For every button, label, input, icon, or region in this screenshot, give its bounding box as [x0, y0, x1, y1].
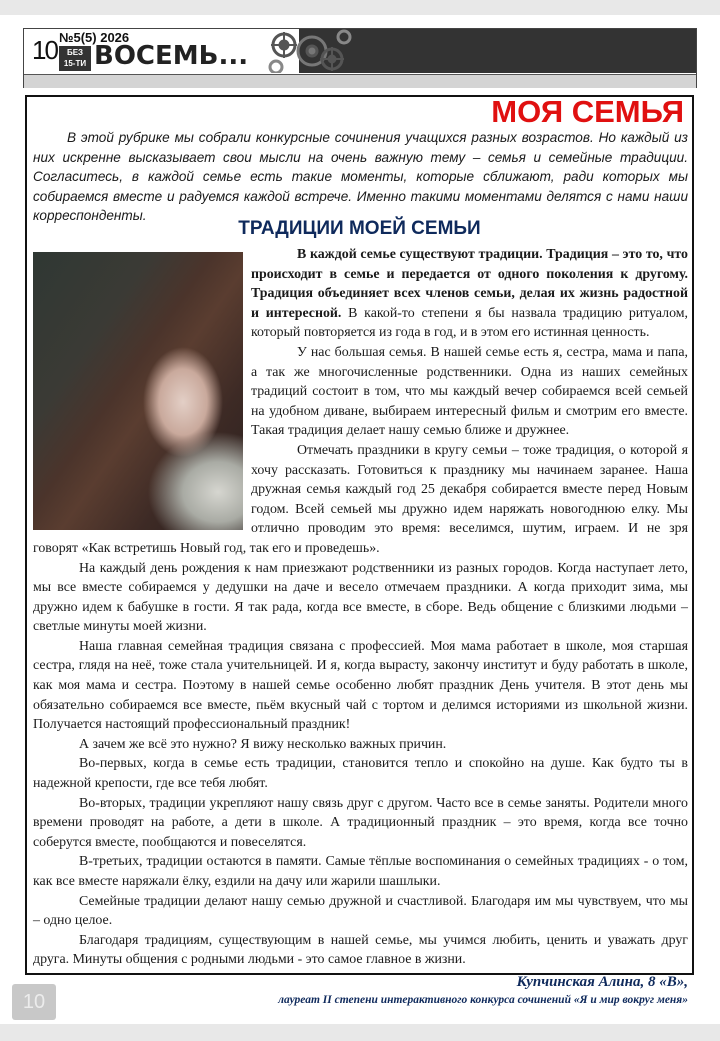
issue-number: №5(5) 2026	[59, 30, 130, 45]
paragraph: Наша главная семейная традиция связана с профессией. Моя мама работает в школе, моя старшая сестра, глядя на неё, тоже стала учительницей. И я, когда вырасту, закончу институт и буду работать в школе, как моя мама и сестра. Поэтому в нашей семье особенно любят праздник День учителя. В этот день мы обязательно собираемся все вместе, пьём вкусный чай с тортом и делимся историями из школьной жизни. Получается настоящий профессиональный праздник!	[33, 638, 688, 733]
author-award: лауреат II степени интерактивного конкурса сочинений «Я и мир вокруг меня»	[278, 993, 688, 1006]
paragraph: В-третьих, традиции остаются в памяти. Самые тёплые воспоминания о семейных традициях - о том, как все вместе наряжали ёлку, ездили на дачу или жарили шашлыки.	[33, 854, 688, 889]
lead-bold: В каждой семье существуют традиции. Традиция – это то, что происходит в семье и передается от одного поколения к другому. Традиция объединяет всех членов семьи, делая их жизнь радостной и интересной.	[251, 247, 688, 321]
paragraph: У нас большая семья. В нашей семье есть я, сестра, мама и папа, а так же многочисленные родственники. Одна из наших семейных традиций состоит в том, что мы каждый вечер собираемся всей семьей на удобном диване, выбираем интересный фильм и смотрим его вместе. Такая традиция делает нашу семью ближе и дружнее.	[251, 344, 688, 439]
paragraph: Отмечать праздники в кругу семьи – тоже традиция, о которой я хочу рассказать. Готовиться к празднику мы начинаем заранее. Наша дружная семья каждый год 25 декабря собирается вместе перед Новым годом. Всей семьей мы дружно идем наряжать новогоднюю елку. Мы отлично проводим это время: веселимся, шутим, играем. И не зря говорят «Как встретишь Новый год, так его и проведешь».	[33, 442, 688, 556]
bottom-bar	[0, 1024, 720, 1041]
paragraph: А зачем же всё это нужно? Я вижу несколько важных причин.	[79, 736, 447, 752]
lead-rest: В какой-то степени я бы назвала традицию ритуалом, который повторяется из года в год, и в этом его истинная ценность.	[251, 305, 689, 341]
author-signature: Купчинская Алина, 8 «В»,	[516, 973, 688, 990]
masthead	[23, 28, 697, 88]
gears-icon	[264, 29, 384, 73]
masthead-gray-band	[24, 74, 696, 88]
section-intro	[33, 128, 688, 226]
intro-text: В этой рубрике мы собрали конкурсные сочинения учащихся разных возрастов. Но каждый из них искренне высказывает свои мысли на очень важную тему – семья и семейные традиции. Согласитесь, в каждой семье есть такие моменты, которые сближают, ради которых мы собираемся вместе и радуемся каждой встрече. Именно такими моментами делятся с нами наши корреспонденты.	[33, 130, 688, 224]
photo-spacer	[33, 245, 251, 531]
logo-badge-line2: 15-ТИ	[63, 59, 87, 68]
page-number: 10	[32, 35, 57, 65]
article-body	[33, 245, 688, 1008]
page-badge[interactable]: 10	[12, 984, 56, 1020]
paragraph: Благодаря традициям, существующим в нашей семье, мы учимся любить, ценить и уважать друг друга. Минуты общения с родными людьми - это самое главное в жизни.	[33, 932, 688, 968]
logo-wordmark: ВОСЕМЬ...	[94, 41, 249, 71]
paragraph: На каждый день рождения к нам приезжают родственники из разных городов. Когда наступает лето, мы все вместе собираемся у дедушки на даче и весело отмечаем праздники. А когда приходит зима, мы дружно идем к бабушке в гости. Я так рада, когда все вместе, в сборе. Ведь общение с близкими людьми – светлые минуты моей жизни.	[33, 560, 688, 635]
section-title: МОЯ СЕМЬЯ	[491, 94, 684, 129]
article-title: ТРАДИЦИИ МОЕЙ СЕМЬИ	[238, 218, 481, 239]
paragraph: Семейные традиции делают нашу семью дружной и счастливой. Благодаря им мы чувствуем, что мы – одно целое.	[33, 893, 688, 929]
logo-badge	[59, 46, 91, 71]
paragraph: Во-вторых, традиции укрепляют нашу связь друг с другом. Часто все в семье заняты. Родители много времени проводят на работе, а дети в школе. А традиционный праздник – это время, когда все точно соберутся вместе, пообщаются и повеселятся.	[33, 795, 688, 850]
paragraph: Во-первых, когда в семье есть традиции, становится тепло и спокойно на душе. Как будто ты в надежной крепости, где все тебя любят.	[33, 756, 688, 792]
logo-badge-line1: БЕЗ	[66, 48, 84, 57]
masthead-top	[24, 29, 696, 73]
top-bar	[0, 0, 720, 15]
